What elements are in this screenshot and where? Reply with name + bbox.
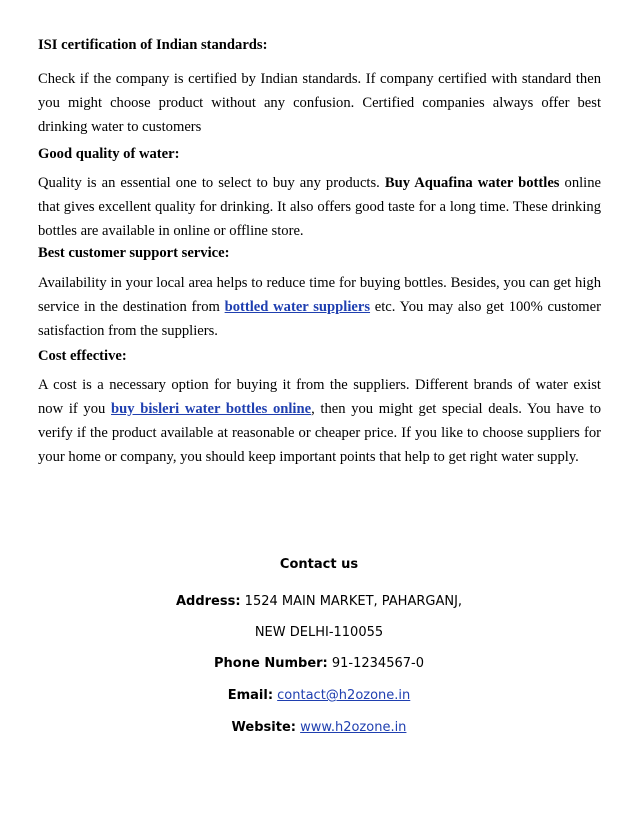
isi-paragraph: Check if the company is certified by Indian standards. If company certified with standard then you might choose product without any confusion. Certified companies always offer best drinking water to customers [38,71,601,135]
support-paragraph [38,271,601,343]
address-label: Address: [175,594,241,609]
cost-text-after: , then you might get special deals. You have to verify if the product available at reasonable or cheaper price. If you like to choose suppliers for your home or company, you should keep important points that help to get right water supply. [38,401,601,465]
email-label: Email: [227,688,274,703]
address-value: 1524 MAIN MARKET, PAHARGANJ, [244,594,463,609]
cost-heading: Cost effective: [38,348,127,364]
support-heading: Best customer support service: [38,245,230,261]
buy-bisleri-link[interactable]: buy bisleri water bottles online [111,401,312,417]
contact-title: Contact us [279,557,359,572]
quality-text-before: Quality is an essential one to select to buy any products. [38,175,385,191]
phone-value: 91-1234567-0 [331,656,424,671]
quality-bold-text: Buy Aquafina water bottles [384,175,560,191]
isi-heading: ISI certification of Indian standards: [38,37,268,53]
website-line [0,720,638,735]
support-text-before: Availability in your local area helps to reduce time for buying bottles. Besides, you can get high service in the destination from [38,275,601,315]
phone-label: Phone Number: [214,656,328,671]
quality-text-after: online that gives excellent quality for drinking. It also offers good taste for a long time. These drinking bottles are available in online or offline store. [38,175,602,239]
quality-paragraph [38,171,601,243]
cost-text-before: A cost is a necessary option for buying it from the suppliers. Different brands of water exist now if you [38,377,601,417]
phone-line [0,656,638,671]
email-line [0,688,638,703]
address-line-2: NEW DELHI-110055 [254,625,384,640]
support-text-after: etc. You may also get 100% customer satisfaction from the suppliers. [38,299,601,339]
address-line [0,594,638,609]
quality-heading: Good quality of water: [38,146,180,162]
email-link[interactable]: contact@h2ozone.in [277,688,411,703]
cost-paragraph [38,373,601,469]
bottled-water-suppliers-link[interactable]: bottled water suppliers [224,299,371,315]
website-link[interactable]: www.h2ozone.in [300,720,407,735]
website-label: Website: [231,720,296,735]
